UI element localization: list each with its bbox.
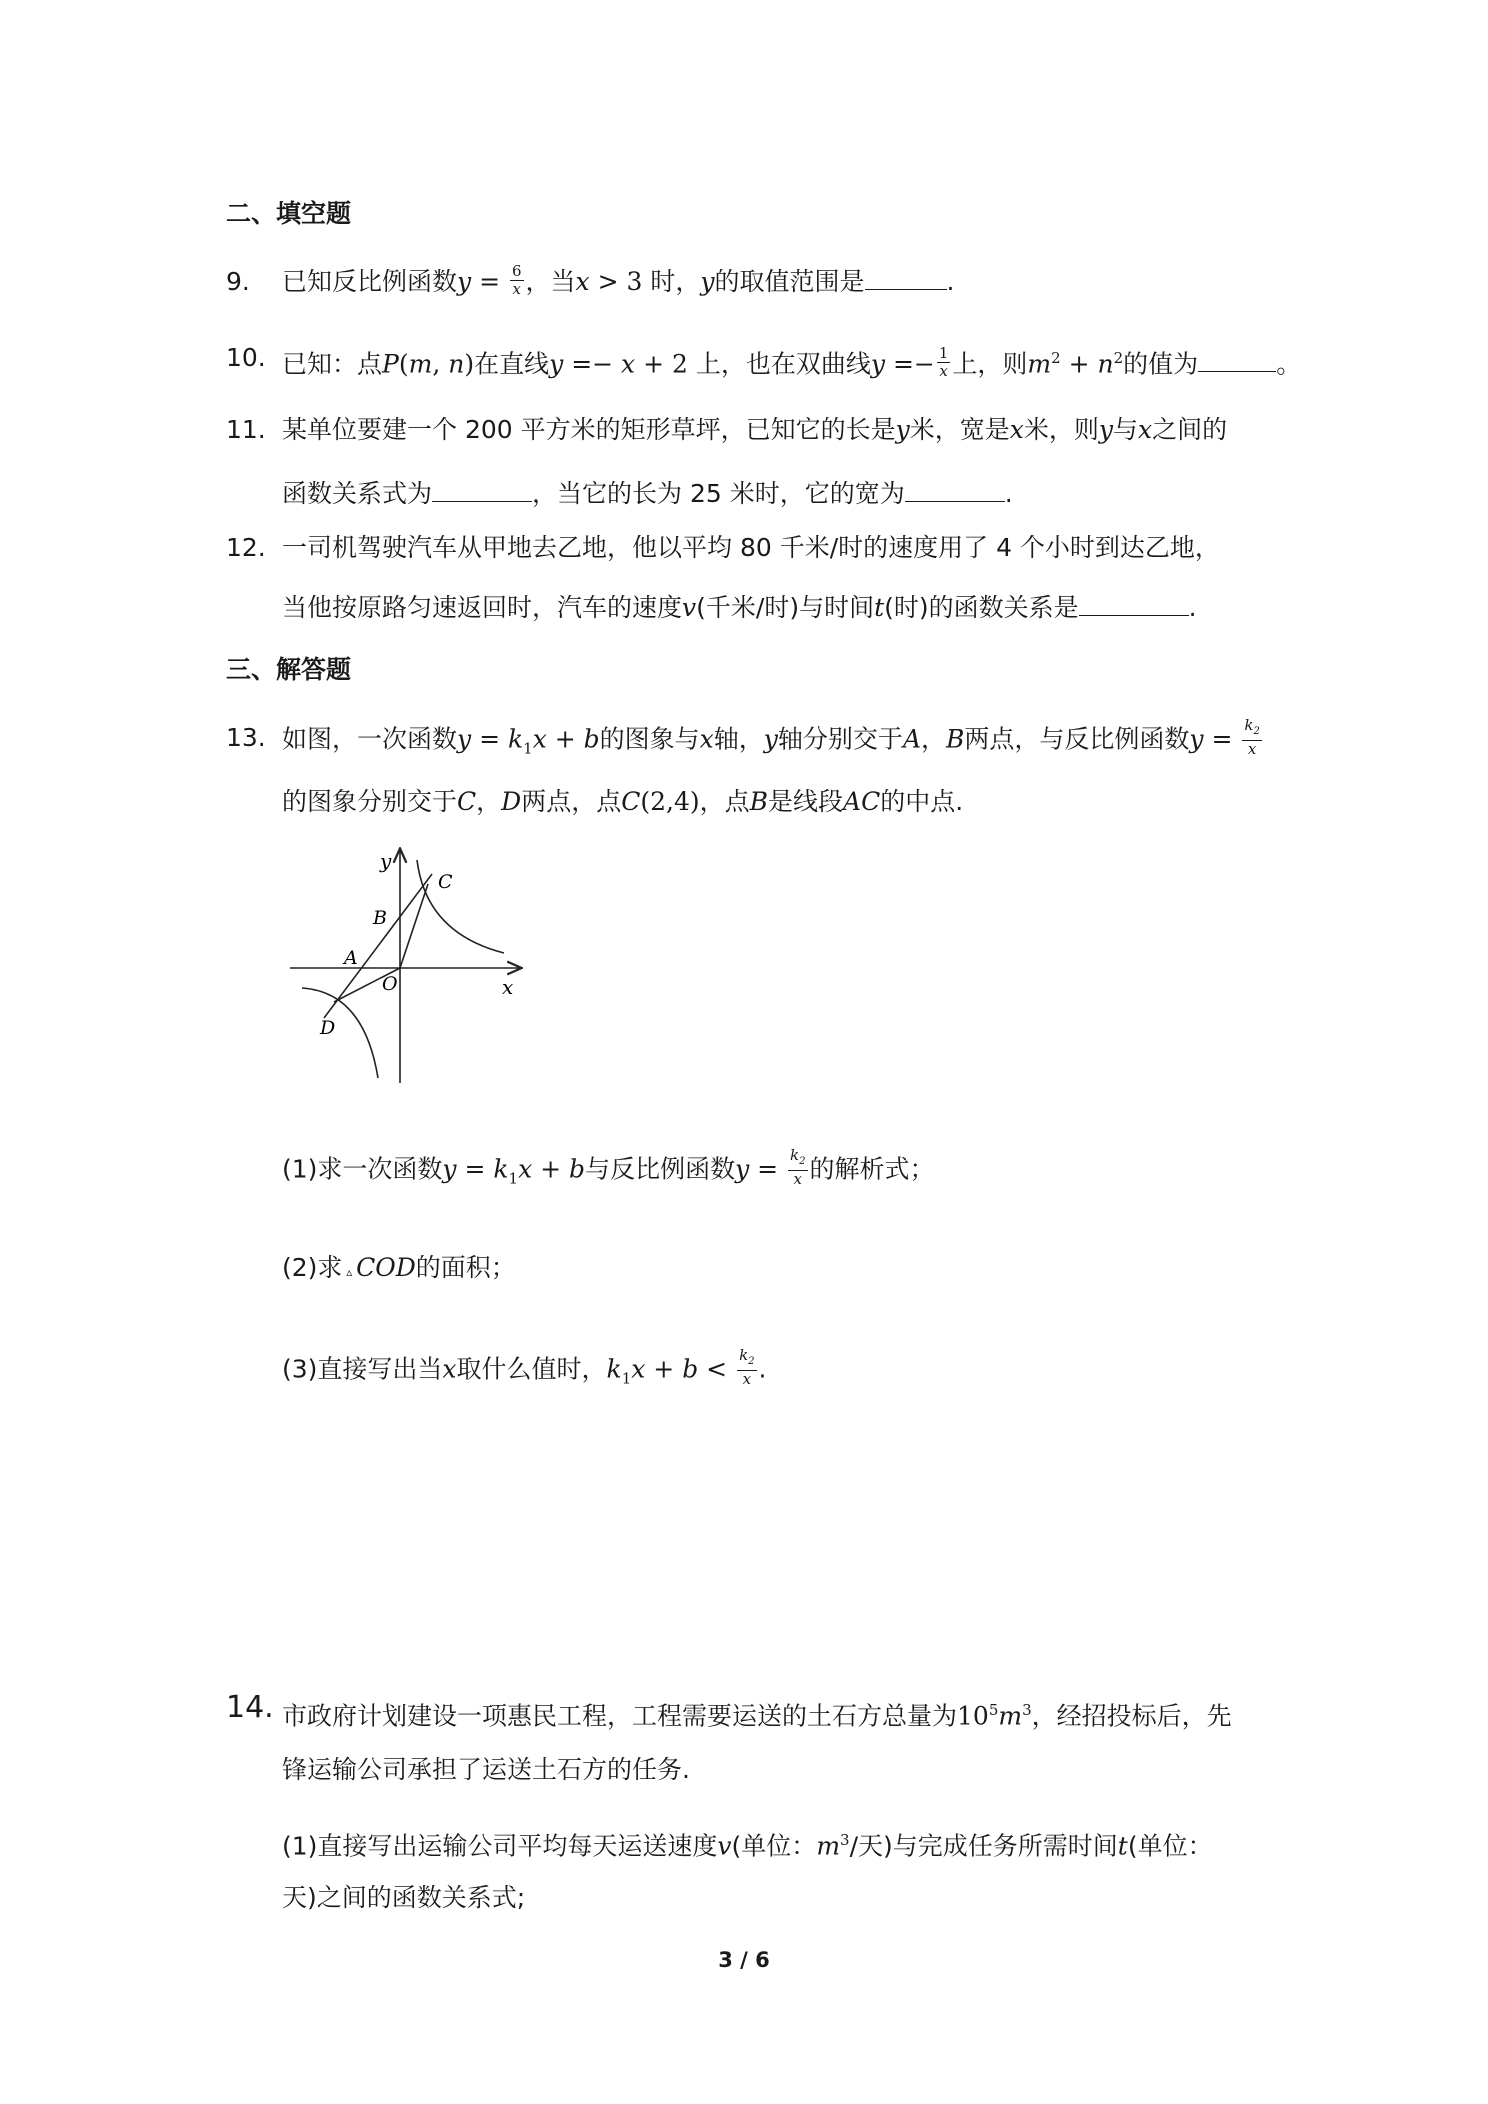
section-answer-heading: 三、解答题	[226, 655, 352, 684]
q11-number: 11.	[226, 415, 266, 444]
q9-number: 9.	[226, 267, 250, 296]
label-a: A	[344, 947, 358, 969]
q13-figure	[280, 838, 540, 1088]
q13-part2: (2)求 ▵ COD的面积；	[282, 1253, 516, 1282]
label-c: C	[438, 871, 453, 893]
q13-part3: (3)直接写出当x取什么值时，$k_1x + b$ < $\frac{k_2}{x}$ .	[282, 1346, 767, 1388]
q9-text: 已知反比例函数y = $\frac{6}{x}$ ，当x > 3 时，y的取值范围是 .	[282, 261, 955, 298]
q12-line1: 一司机驾驶汽车从甲地去乙地，他以平均 80 千米/时的速度用了 4 个小时到达乙地，	[282, 533, 1220, 562]
label-y: y	[380, 849, 392, 873]
q12-line2: 当他按原路匀速返回时，汽车的速度v(千米/时)与时间t(时)的函数关系是 .	[282, 593, 1197, 622]
label-d: D	[320, 1017, 336, 1039]
label-x: x	[502, 975, 514, 999]
q14-part1-line2: 天)之间的函数关系式;	[282, 1883, 526, 1912]
label-b: B	[373, 907, 387, 929]
q13-line2: 的图象分别交于C，D两点，点C(2,4)，点B是线段AC的中点.	[282, 787, 964, 816]
q13-line1: 如图，一次函数$y = k_1x + b$的图象与x轴，y轴分别交于A，B两点，与反比例函数y = $\frac{k_2}{x}$	[282, 716, 1260, 758]
hyperbola-branch-q3	[302, 988, 378, 1078]
label-o: O	[382, 973, 398, 995]
q14-line1: 市政府计划建设一项惠民工程，工程需要运送的土石方总量为$10^5m^3$，经招投标后，先	[282, 1701, 1232, 1731]
section-fill-in-heading: 二、填空题	[226, 199, 352, 228]
segment-oc	[400, 884, 428, 968]
q12-number: 12.	[226, 533, 266, 562]
page-number: 3 / 6	[718, 1948, 770, 1972]
hyperbola-branch-q1	[417, 860, 504, 953]
line-dc	[324, 874, 432, 1018]
q13-part1: (1)求一次函数$y = k_1x + b$与反比例函数y = $\frac{k_2}{x}$ 的解析式；	[282, 1146, 935, 1188]
q11-line2: 函数关系式为 ，当它的长为 25 米时，它的宽为 .	[282, 479, 1013, 508]
q14-part1-line1: (1)直接写出运输公司平均每天运送速度v(单位：$m^3/$天)与完成任务所需时间t(单位：	[282, 1831, 1213, 1861]
q14-line2: 锋运输公司承担了运送土石方的任务.	[282, 1755, 690, 1784]
q13-number: 13.	[226, 723, 266, 752]
q10-text: 已知：点P(m, n)在直线y =− x + 2 上，也在双曲线y =− $\frac{1}{x}$ 上，则$m^2 + n^2$的值为 。	[282, 343, 1302, 380]
q14-number: 14.	[226, 1690, 274, 1725]
q10-number: 10.	[226, 343, 266, 372]
q11-line1: 某单位要建一个 200 平方米的矩形草坪，已知它的长是y米，宽是x米，则y与x之间的	[282, 415, 1228, 444]
